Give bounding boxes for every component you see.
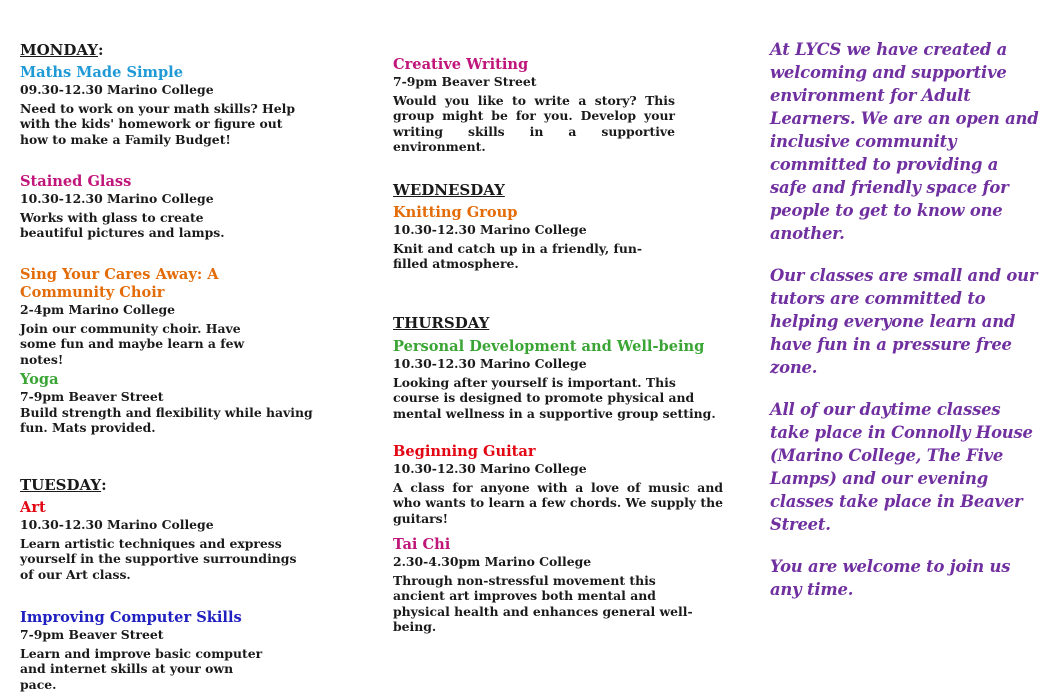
class-time: 10.30-12.30 Marino College	[20, 517, 214, 532]
day-heading-monday: MONDAY	[20, 41, 98, 59]
class-description: Works with glass to create beautiful pictures and lamps.	[20, 209, 225, 241]
class-time: 10.30-12.30 Marino College	[393, 222, 587, 237]
class-personal-development	[393, 338, 723, 421]
class-time: 2.30-4.30pm Marino College	[393, 554, 592, 569]
class-time: 7-9pm Beaver Street	[20, 627, 164, 642]
day-heading-wednesday: WEDNESDAY	[393, 181, 505, 199]
day-heading-thursday: THURSDAY	[393, 314, 490, 332]
class-tai-chi	[393, 536, 708, 635]
about-paragraph-1: At LYCS we have created a welcoming and supportive environment for Adult Learners. We are an open and inclusive community committed to providing a safe and friendly space for people to get to know one another.	[770, 40, 1039, 243]
about-paragraph-3: All of our daytime classes take place in Connolly House (Marino College, The Five Lamps) and our evening classes take place in Beaver Street.	[770, 400, 1033, 534]
day-heading-colon: :	[101, 476, 107, 494]
class-time: 10.30-12.30 Marino College	[20, 191, 214, 206]
day-heading-colon: :	[98, 41, 104, 59]
class-time: 2-4pm Marino College	[20, 302, 176, 317]
class-choir	[20, 266, 270, 367]
class-description: Join our community choir. Have some fun and maybe learn a few notes!	[20, 320, 245, 367]
about-paragraph-4: You are welcome to join us any time.	[770, 557, 1011, 599]
class-title: Art	[20, 499, 46, 516]
class-title: Creative Writing	[393, 56, 529, 73]
tuesday-section	[20, 478, 360, 494]
day-heading-tuesday: TUESDAY	[20, 476, 102, 494]
class-description: Looking after yourself is important. This course is designed to promote physical and mental wellness in a supportive group setting.	[393, 374, 716, 421]
monday-section	[20, 43, 360, 59]
class-art	[20, 499, 310, 582]
class-time: 10.30-12.30 Marino College	[393, 461, 587, 476]
class-title: Personal Development and Well-being	[393, 338, 705, 355]
class-guitar	[393, 443, 723, 526]
class-title: Improving Computer Skills	[20, 609, 242, 626]
class-description: Knit and catch up in a friendly, fun-filled atmosphere.	[393, 240, 643, 272]
class-creative-writing	[393, 56, 675, 155]
class-maths	[20, 64, 310, 147]
class-description: Learn artistic techniques and express yourself in the supportive surroundings of our Art class.	[20, 535, 297, 582]
class-title: Tai Chi	[393, 536, 451, 553]
class-knitting	[393, 204, 668, 272]
class-title: Stained Glass	[20, 173, 132, 190]
class-title: Maths Made Simple	[20, 64, 183, 81]
class-stained-glass	[20, 173, 270, 241]
class-time: 09.30-12.30 Marino College	[20, 82, 214, 97]
class-description: Learn and improve basic computer and internet skills at your own pace.	[20, 645, 263, 692]
class-time: 10.30-12.30 Marino College	[393, 356, 587, 371]
thursday-section	[393, 316, 733, 332]
class-description: Would you like to write a story? This group might be for you. Develop your writing skills in a supportive environment.	[393, 92, 675, 155]
class-description: Through non-stressful movement this ancient art improves both mental and physical health and enhances general well-being.	[393, 572, 693, 635]
about-panel	[770, 38, 1040, 601]
about-paragraph-2: Our classes are small and our tutors are committed to helping everyone learn and have fun in a pressure free zone.	[770, 266, 1038, 377]
class-title: Yoga	[20, 371, 59, 388]
class-description: Need to work on your math skills? Help with the kids' homework or figure out how to make a Family Budget!	[20, 100, 296, 147]
class-title: Sing Your Cares Away: A Community Choir	[20, 266, 219, 301]
class-time: 7-9pm Beaver Street	[20, 389, 164, 404]
class-description: Build strength and flexibility while having fun. Mats provided.	[20, 404, 313, 436]
class-title: Knitting Group	[393, 204, 518, 221]
class-title: Beginning Guitar	[393, 443, 536, 460]
wednesday-section	[393, 183, 733, 199]
class-description: A class for anyone with a love of music and who wants to learn a few chords. We supply the guitars!	[393, 479, 723, 526]
class-computer	[20, 609, 270, 692]
class-time: 7-9pm Beaver Street	[393, 74, 537, 89]
class-yoga	[20, 371, 330, 436]
